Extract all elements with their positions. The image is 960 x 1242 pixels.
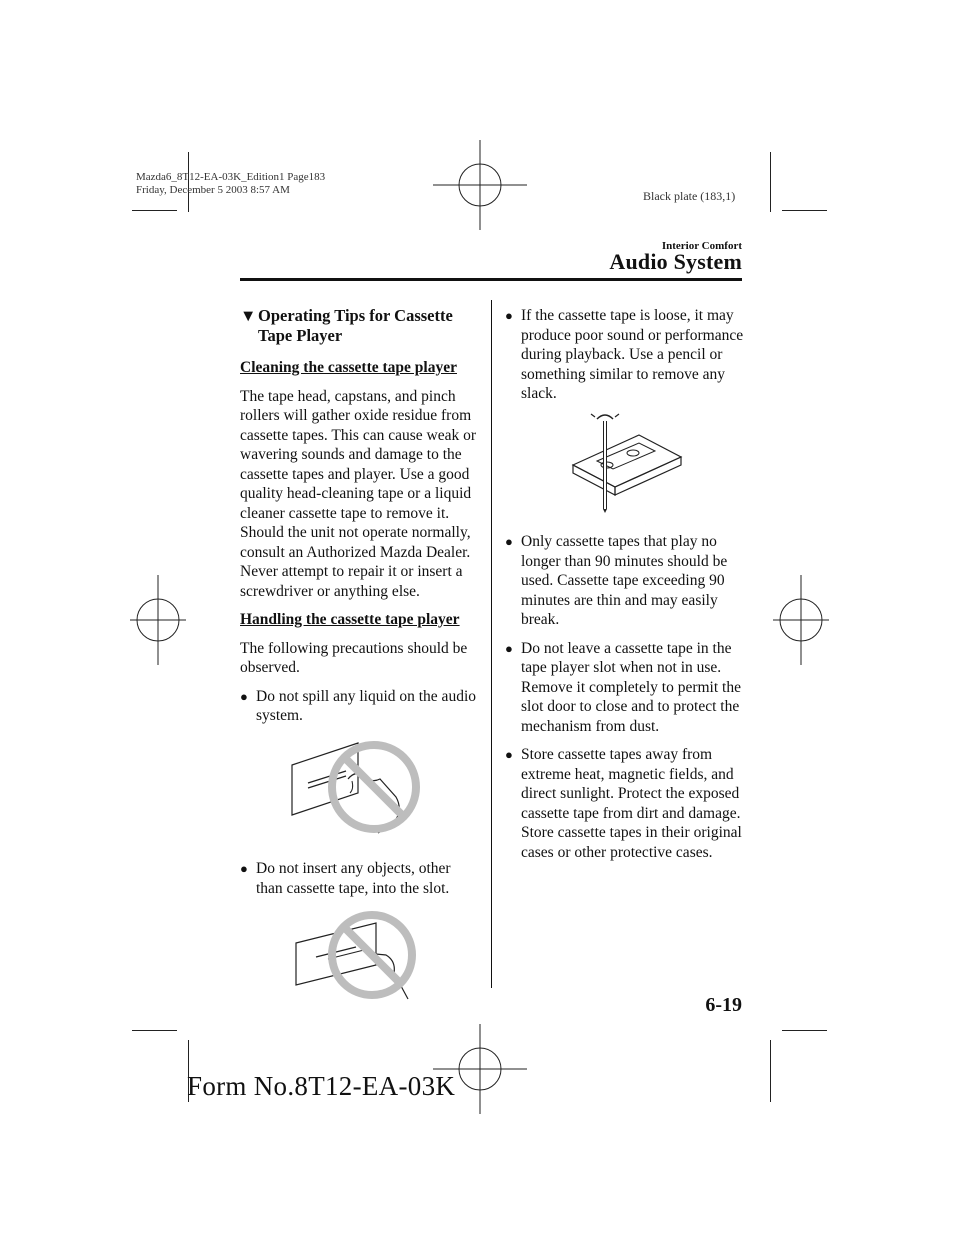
subheading-handling: Handling the cassette tape player — [240, 611, 460, 628]
list-item-text: Do not spill any liquid on the audio system. — [256, 687, 476, 724]
list-item-text: Only cassette tapes that play no longer than 90 minutes should be used. Cassette tape exceeding 90 minutes are thin and may easily break. — [521, 533, 728, 628]
print-info-line2: Friday, December 5 2003 8:57 AM — [136, 184, 290, 196]
subheading-cleaning: Cleaning the cassette tape player — [240, 359, 457, 376]
registration-mark-top — [433, 140, 527, 230]
section-heading — [240, 306, 476, 346]
list-item-text: If the cassette tape is loose, it may produce poor sound or performance during playback. Use a pencil or something similar to remove any slack. — [521, 307, 744, 402]
column-divider — [491, 300, 492, 988]
bullet-icon: ● — [505, 534, 513, 549]
heading-triangle-icon: ▼ — [240, 306, 257, 325]
paragraph-cleaning: The tape head, capstans, and pinch rollers will gather oxide residue from cassette tapes. This can cause weak or wavering sounds and damage to the cassette tapes and player. Use a good quality head-cleaning tape or a liquid cleaner cassette tape to remove it. — [240, 387, 476, 522]
page-number: 6-19 — [705, 994, 742, 1016]
cassette-pencil-illustration — [505, 413, 745, 519]
header-rule — [240, 278, 742, 281]
list-item-text: Do not insert any objects, other than cassette tape, into the slot. — [256, 860, 451, 897]
no-liquid-illustration — [240, 735, 476, 846]
bullet-icon: ● — [240, 861, 248, 876]
registration-mark-right — [773, 575, 829, 665]
section-heading-text: Operating Tips for Cassette Tape Player — [258, 306, 453, 345]
page-title: Audio System — [609, 249, 742, 274]
right-column — [505, 306, 745, 871]
bullet-icon: ● — [505, 747, 513, 762]
list-item — [505, 639, 745, 737]
paragraph-dealer: Should the unit not operate normally, consult an Authorized Mazda Dealer. Never attempt to repair it or insert a screwdriver or anything else. — [240, 524, 471, 600]
list-item — [505, 306, 745, 404]
list-item-text: Store cassette tapes away from extreme heat, magnetic fields, and direct sunlight. Protect the exposed cassette tape from dirt and damage. Store cassette tapes in their original cases or other protective cases. — [521, 746, 742, 861]
registration-mark-left — [130, 575, 186, 665]
list-item — [505, 532, 745, 630]
print-info — [136, 171, 325, 197]
form-number: Form No.8T12-EA-03K — [187, 1071, 456, 1101]
left-column — [240, 306, 476, 1032]
section-label: Interior Comfort — [661, 240, 742, 252]
bullet-icon: ● — [505, 308, 513, 323]
list-item — [240, 859, 476, 898]
plate-label: Black plate (183,1) — [643, 189, 736, 203]
bullet-icon: ● — [240, 688, 248, 704]
list-item — [240, 687, 476, 726]
print-info-line1: Mazda6_8T12-EA-03K_Edition1 Page183 — [136, 171, 326, 183]
paragraph-precautions: The following precautions should be observed. — [240, 639, 468, 676]
bullet-icon: ● — [505, 640, 513, 656]
no-objects-illustration — [240, 907, 476, 1018]
list-item — [505, 745, 745, 862]
list-item-text: Do not leave a cassette tape in the tape player slot when not in use. Remove it completely to permit the slot door to close and to protect the mechanism from dust. — [521, 639, 741, 735]
